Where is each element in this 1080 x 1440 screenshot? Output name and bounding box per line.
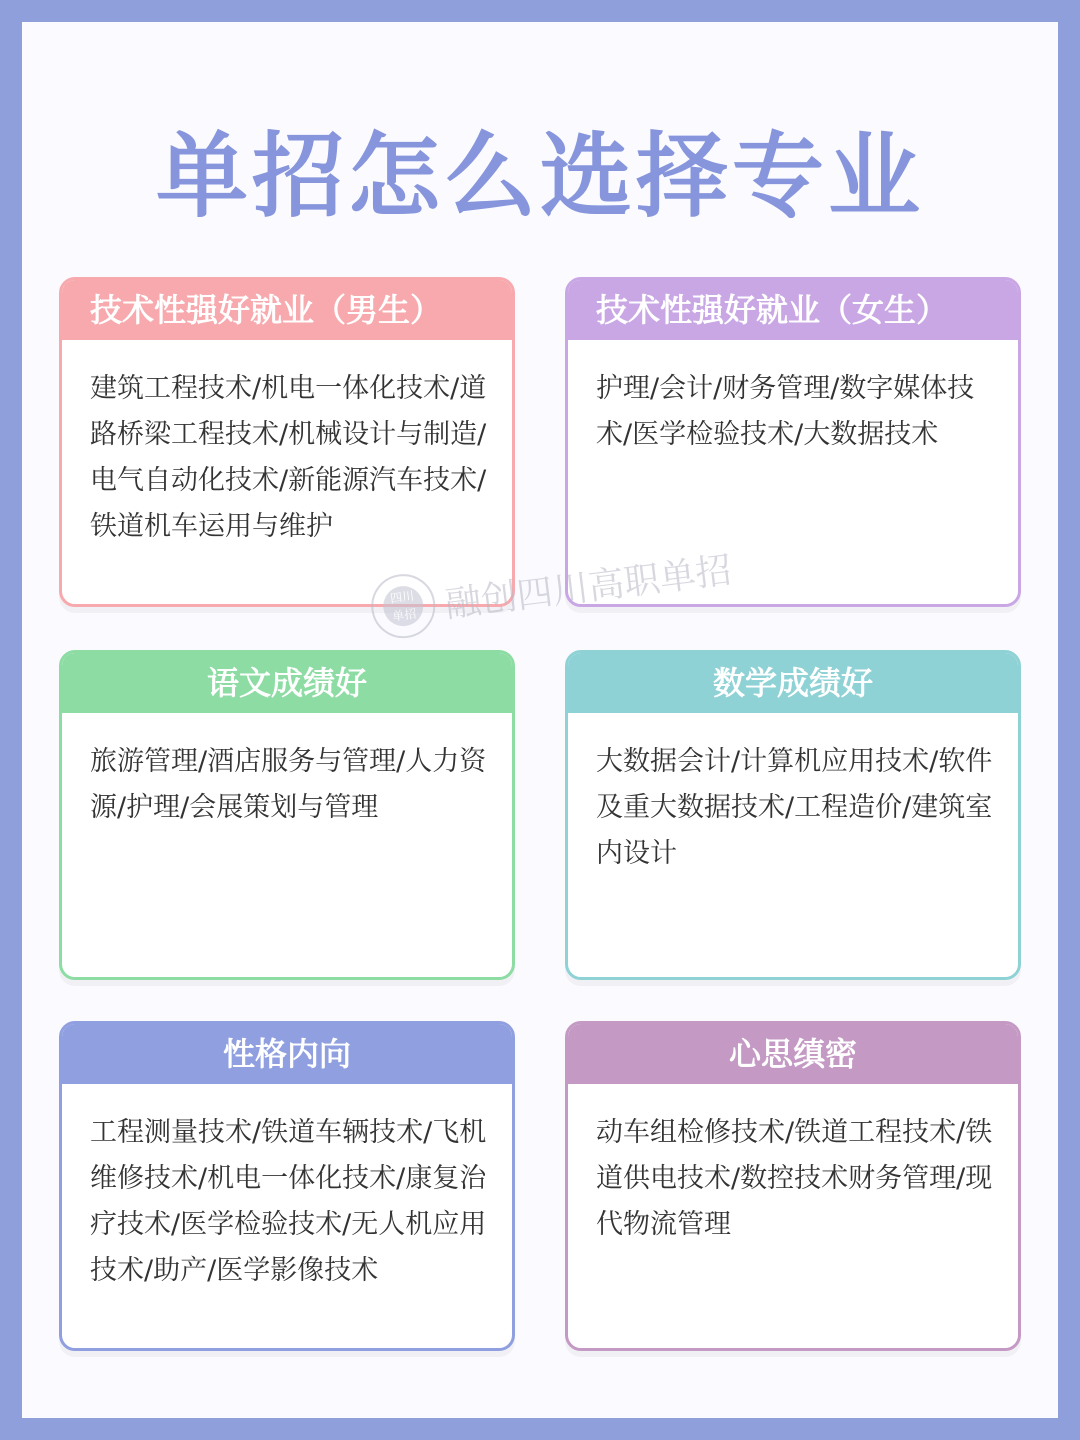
card-meticulous	[565, 1021, 1021, 1351]
card-introvert	[59, 1021, 515, 1351]
watermark-seal-top: 四川	[389, 588, 415, 606]
card-header: 性格内向	[62, 1024, 512, 1084]
card-header: 语文成绩好	[62, 653, 512, 713]
card-header: 技术性强好就业（男生）	[62, 280, 512, 340]
card-header: 数学成绩好	[568, 653, 1018, 713]
card-chinese	[59, 650, 515, 980]
card-tech-male	[59, 277, 515, 607]
card-header: 心思缜密	[568, 1024, 1018, 1084]
card-body: 大数据会计/计算机应用技术/软件及重大数据技术/工程造价/建筑室内设计	[596, 746, 993, 869]
watermark-seal-bottom: 单招	[391, 606, 418, 624]
page-sheet	[22, 22, 1058, 1418]
card-math	[565, 650, 1021, 980]
card-body: 护理/会计/财务管理/数字媒体技术/医学检验技术/大数据技术	[596, 373, 975, 450]
card-body: 建筑工程技术/机电一体化技术/道路桥梁工程技术/机械设计与制造/电气自动化技术/新能源汽车技术/铁道机车运用与维护	[90, 373, 487, 542]
page-title: 单招怎么选择专业	[155, 123, 924, 230]
card-body: 旅游管理/酒店服务与管理/人力资源/护理/会展策划与管理	[90, 746, 487, 823]
card-header: 技术性强好就业（女生）	[568, 280, 1018, 340]
watermark-text: 融创四川高职单招	[443, 550, 734, 626]
card-body: 动车组检修技术/铁道工程技术/铁道供电技术/数控技术财务管理/现代物流管理	[596, 1117, 993, 1240]
card-tech-female	[565, 277, 1021, 607]
card-body: 工程测量技术/铁道车辆技术/飞机维修技术/机电一体化技术/康复治疗技术/医学检验技术/无人机应用技术/助产/医学影像技术	[90, 1117, 487, 1286]
